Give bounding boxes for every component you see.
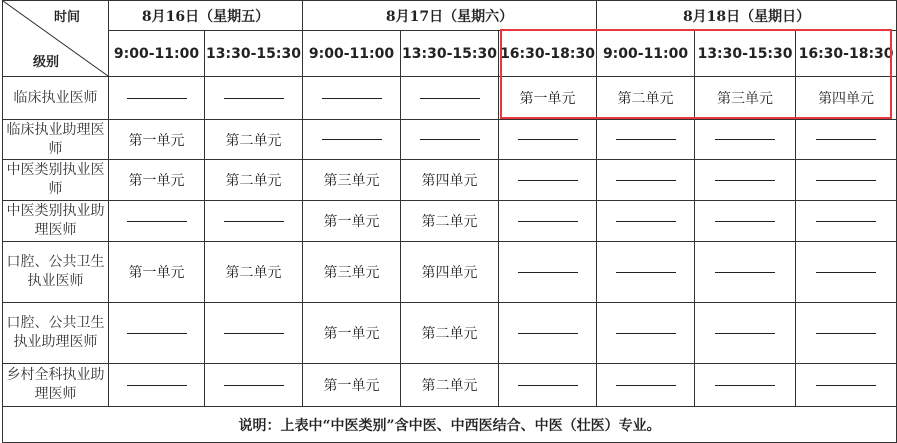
table-row (3, 160, 897, 201)
dash-line (322, 139, 382, 140)
empty-slot-dash (499, 364, 597, 407)
dash-line (127, 221, 187, 222)
empty-slot-dash (597, 120, 695, 160)
empty-slot-dash (205, 77, 303, 120)
empty-slot-dash (109, 201, 205, 242)
level-label: 口腔、公共卫生执业医师 (3, 242, 109, 303)
exam-unit-cell: 第一单元 (499, 77, 597, 120)
time-slot-header: 13:30-15:30 (695, 31, 796, 77)
header-corner-cell (3, 1, 109, 77)
time-slot-header: 9:00-11:00 (597, 31, 695, 77)
dash-line (616, 139, 676, 140)
dash-line (127, 333, 187, 334)
dash-line (715, 272, 775, 273)
empty-slot-dash (695, 160, 796, 201)
dash-line (816, 333, 876, 334)
level-label: 临床执业助理医师 (3, 120, 109, 160)
level-label: 口腔、公共卫生执业助理医师 (3, 303, 109, 364)
dash-line (224, 385, 284, 386)
empty-slot-dash (695, 242, 796, 303)
time-slot-header: 13:30-15:30 (205, 31, 303, 77)
exam-unit-cell: 第四单元 (401, 160, 499, 201)
empty-slot-dash (499, 242, 597, 303)
dash-line (616, 180, 676, 181)
table-note: 说明：上表中“中医类别”含中医、中西医结合、中医（壮医）专业。 (3, 407, 897, 443)
empty-slot-dash (796, 364, 897, 407)
empty-slot-dash (695, 364, 796, 407)
dash-line (616, 333, 676, 334)
exam-unit-cell: 第一单元 (303, 303, 401, 364)
empty-slot-dash (303, 77, 401, 120)
dash-line (816, 180, 876, 181)
empty-slot-dash (695, 303, 796, 364)
exam-unit-cell: 第三单元 (303, 242, 401, 303)
exam-unit-cell: 第二单元 (205, 120, 303, 160)
level-label: 临床执业医师 (3, 77, 109, 120)
exam-unit-cell: 第四单元 (796, 77, 897, 120)
exam-unit-cell: 第二单元 (401, 364, 499, 407)
exam-unit-cell: 第二单元 (205, 242, 303, 303)
empty-slot-dash (695, 120, 796, 160)
dash-line (518, 385, 578, 386)
exam-unit-cell: 第一单元 (109, 120, 205, 160)
dash-line (518, 221, 578, 222)
empty-slot-dash (597, 303, 695, 364)
empty-slot-dash (499, 303, 597, 364)
exam-unit-cell: 第二单元 (205, 160, 303, 201)
empty-slot-dash (109, 303, 205, 364)
dash-line (322, 98, 382, 99)
exam-unit-cell: 第三单元 (303, 160, 401, 201)
dash-line (715, 221, 775, 222)
dash-line (715, 333, 775, 334)
dash-line (420, 139, 480, 140)
table-row (3, 201, 897, 242)
level-header-label: 级别 (33, 55, 60, 70)
table-row (3, 364, 897, 407)
dash-line (816, 272, 876, 273)
table-row (3, 242, 897, 303)
time-slot-header: 16:30-18:30 (499, 31, 597, 77)
dash-line (616, 385, 676, 386)
exam-unit-cell: 第一单元 (303, 364, 401, 407)
empty-slot-dash (597, 160, 695, 201)
dash-line (518, 139, 578, 140)
empty-slot-dash (205, 201, 303, 242)
table-row (3, 77, 897, 120)
empty-slot-dash (401, 77, 499, 120)
exam-unit-cell: 第四单元 (401, 242, 499, 303)
level-label: 乡村全科执业助理医师 (3, 364, 109, 407)
dash-line (816, 385, 876, 386)
empty-slot-dash (303, 120, 401, 160)
time-slot-header: 16:30-18:30 (796, 31, 897, 77)
date-header-aug17: 8月17日（星期六） (303, 1, 597, 31)
exam-unit-cell: 第一单元 (109, 242, 205, 303)
dash-line (224, 98, 284, 99)
time-slot-header: 13:30-15:30 (401, 31, 499, 77)
dash-line (816, 221, 876, 222)
empty-slot-dash (796, 242, 897, 303)
dash-line (518, 180, 578, 181)
exam-unit-cell: 第二单元 (401, 201, 499, 242)
level-label: 中医类别执业医师 (3, 160, 109, 201)
table-row (3, 303, 897, 364)
empty-slot-dash (205, 303, 303, 364)
time-slot-header: 9:00-11:00 (303, 31, 401, 77)
exam-unit-cell: 第二单元 (597, 77, 695, 120)
exam-unit-cell: 第一单元 (303, 201, 401, 242)
empty-slot-dash (109, 77, 205, 120)
empty-slot-dash (796, 201, 897, 242)
dash-line (518, 333, 578, 334)
exam-schedule-table (2, 0, 897, 443)
empty-slot-dash (597, 201, 695, 242)
dash-line (616, 221, 676, 222)
exam-unit-cell: 第二单元 (401, 303, 499, 364)
empty-slot-dash (205, 364, 303, 407)
empty-slot-dash (796, 160, 897, 201)
level-label: 中医类别执业助理医师 (3, 201, 109, 242)
dash-line (127, 98, 187, 99)
empty-slot-dash (109, 364, 205, 407)
exam-unit-cell: 第一单元 (109, 160, 205, 201)
empty-slot-dash (796, 120, 897, 160)
dash-line (816, 139, 876, 140)
time-header-label: 时间 (53, 10, 80, 25)
dash-line (420, 98, 480, 99)
empty-slot-dash (401, 120, 499, 160)
dash-line (715, 139, 775, 140)
empty-slot-dash (499, 201, 597, 242)
table-row (3, 120, 897, 160)
dash-line (715, 180, 775, 181)
time-slot-header: 9:00-11:00 (109, 31, 205, 77)
date-header-aug16: 8月16日（星期五） (109, 1, 303, 31)
dash-line (715, 385, 775, 386)
dash-line (224, 221, 284, 222)
empty-slot-dash (597, 242, 695, 303)
empty-slot-dash (499, 120, 597, 160)
empty-slot-dash (796, 303, 897, 364)
empty-slot-dash (597, 364, 695, 407)
empty-slot-dash (695, 201, 796, 242)
empty-slot-dash (499, 160, 597, 201)
date-header-aug18: 8月18日（星期日） (597, 1, 897, 31)
dash-line (616, 272, 676, 273)
dash-line (224, 333, 284, 334)
dash-line (518, 272, 578, 273)
dash-line (127, 385, 187, 386)
exam-unit-cell: 第三单元 (695, 77, 796, 120)
